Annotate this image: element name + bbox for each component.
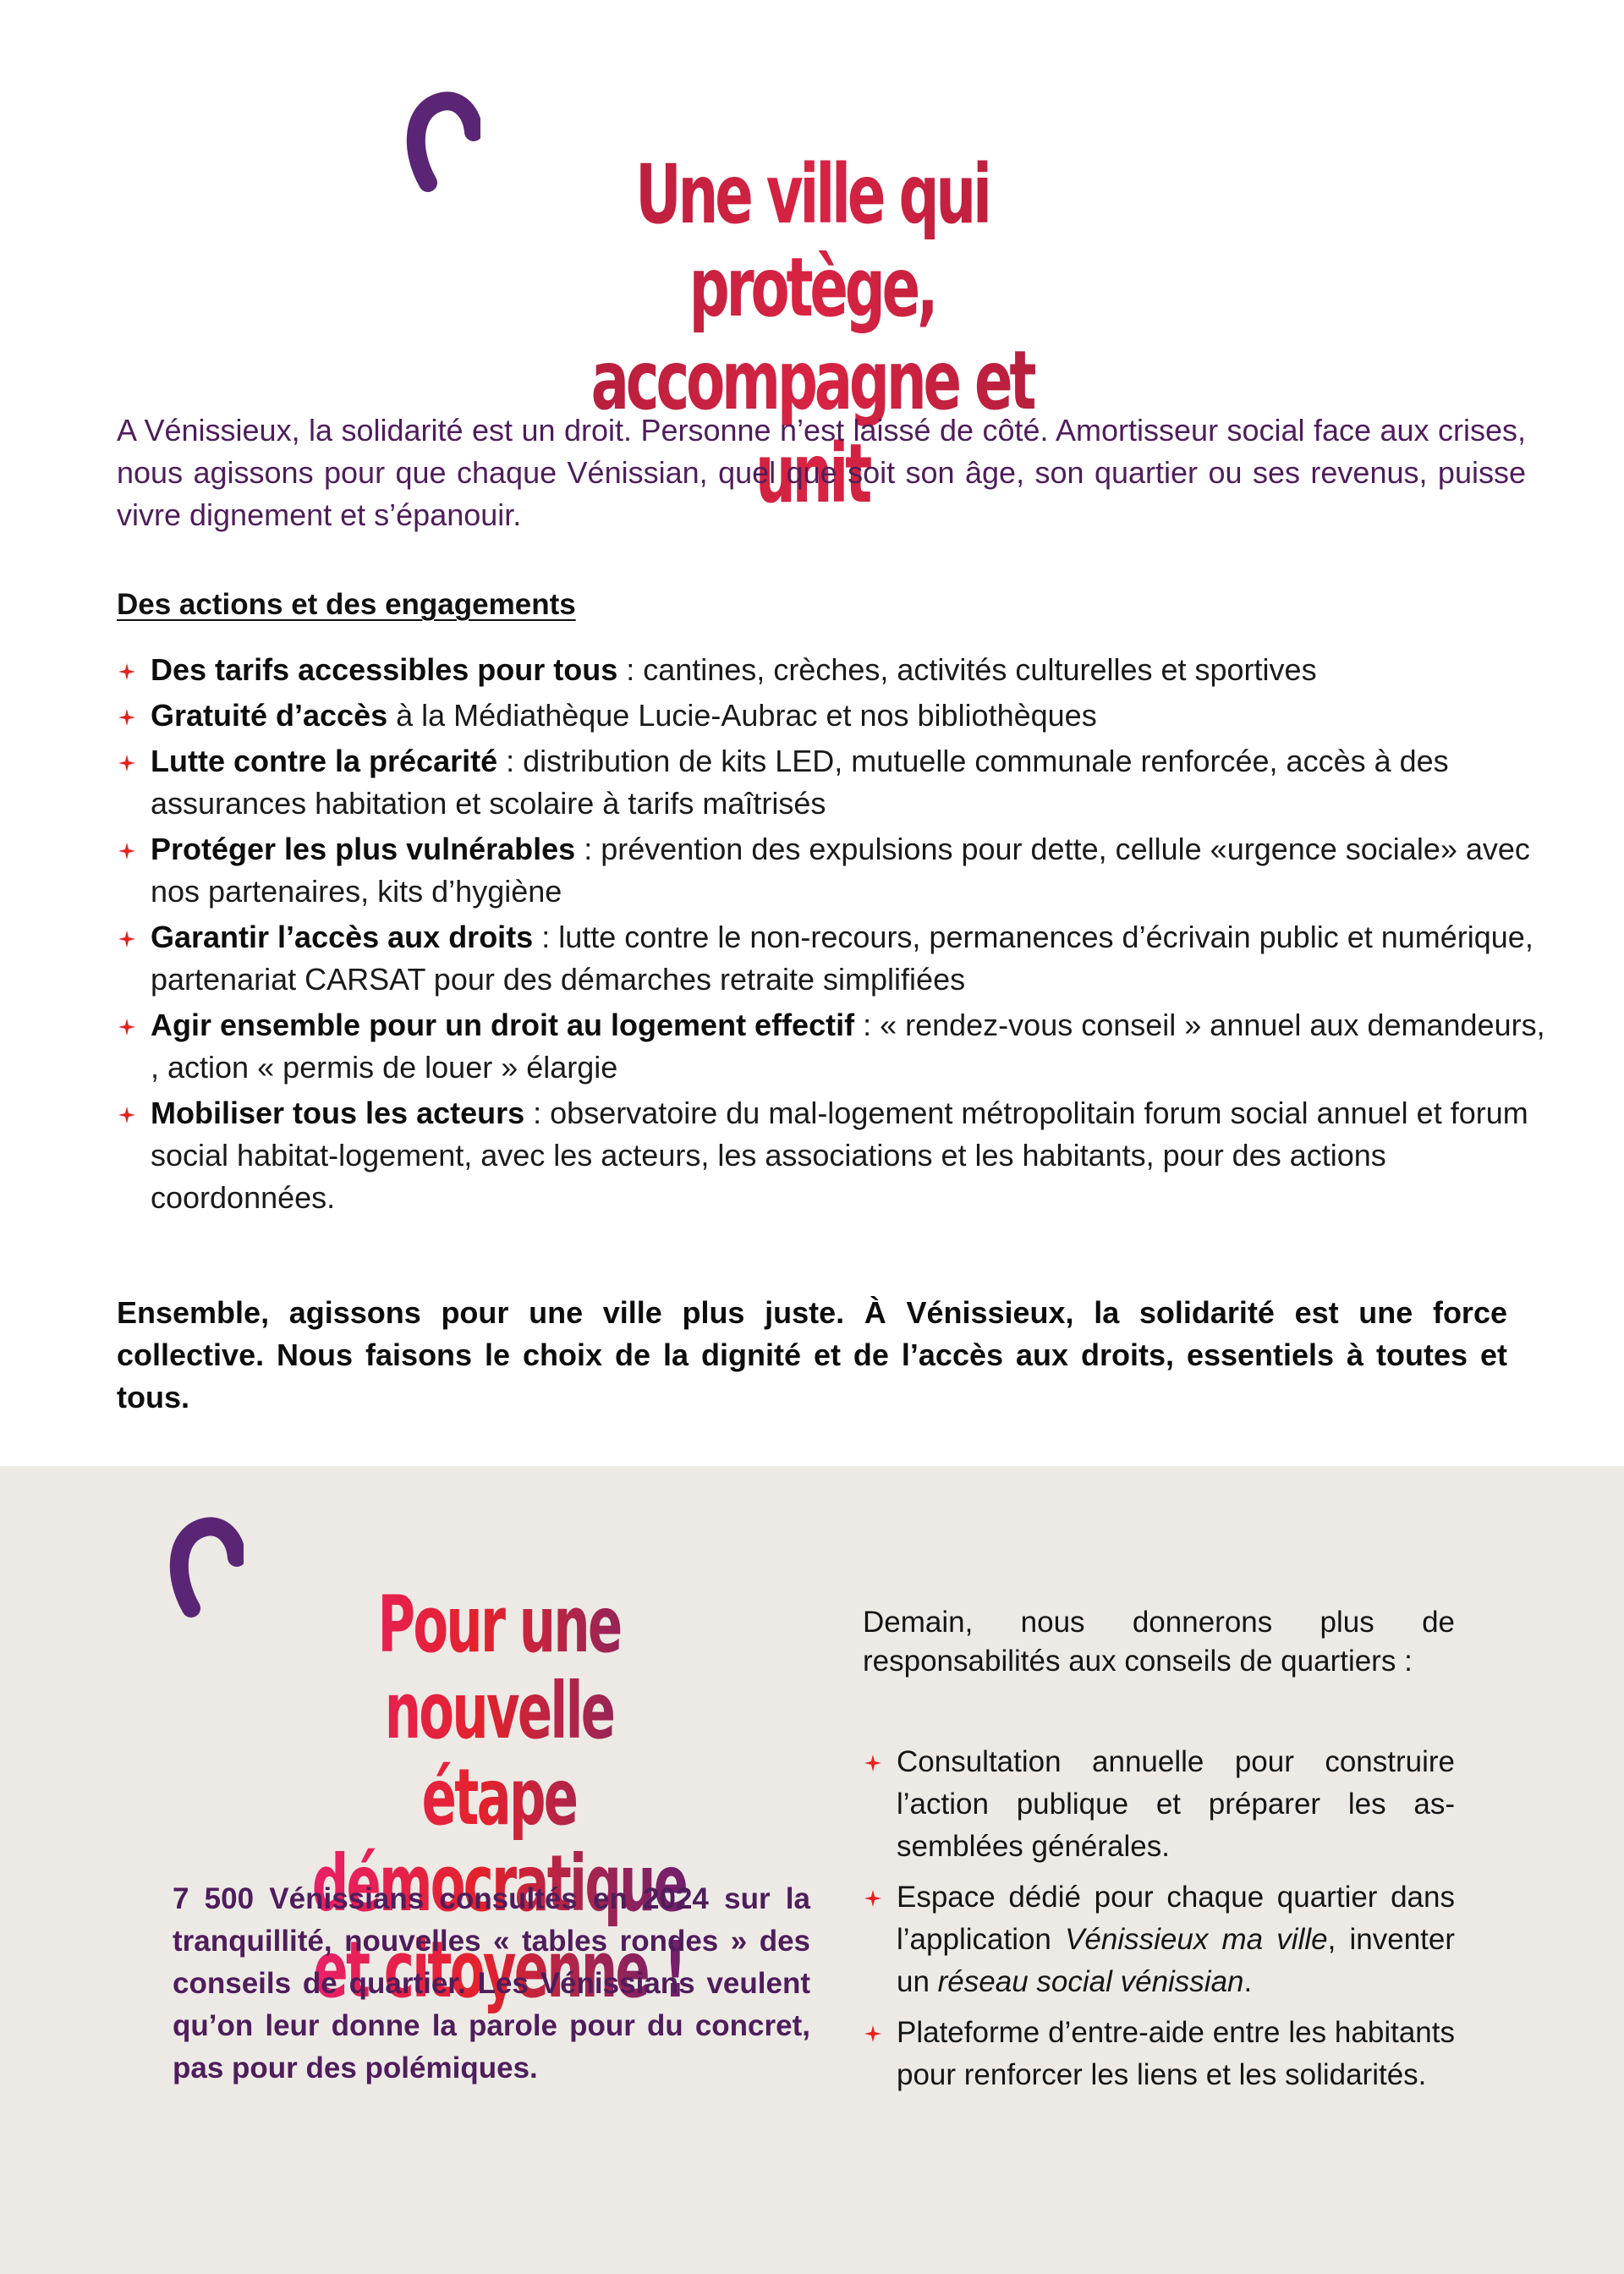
action-title: Protéger les plus vulnérables <box>151 832 576 866</box>
italic-text: réseau social vénissian <box>937 1965 1244 1998</box>
action-title: Garantir l’accès aux droits <box>151 920 534 954</box>
star-bullet-icon <box>864 1890 881 1907</box>
star-bullet-icon <box>118 1019 135 1035</box>
action-text: : observatoire du mal-logement métropolitain forum social annuel et forum social habitat-logement, avec les acteurs, les associations et les habitants, pour des actions coordonnées. <box>151 1096 1528 1215</box>
list-item <box>117 1004 1555 1089</box>
intro-paragraph: A Vénissieux, la solidarité est un droit. Personne n’est laissé de côté. Amortisseur social face aux crises, nous agissons pour que chaque Vénissian, quel que soit son âge, son quartier ou ses revenus, puisse vivre dignement et s’épanouir. <box>117 413 1526 532</box>
list-item <box>863 2012 1455 2096</box>
action-text: : distribution de kits LED, mutuelle communale renforcée, accès à des assurances habitation et scolaire à tarifs maîtrisés <box>151 744 1449 821</box>
action-title: Mobiliser tous les acteurs <box>151 1096 525 1130</box>
action-text: : prévention des expulsions pour dette, cellule «urgence sociale» avec nos partenaires, kits d’hygiène <box>151 832 1530 909</box>
list-item <box>863 1876 1455 2003</box>
closing-paragraph: Ensemble, agissons pour une ville plus juste. À Vénissieux, la solidarité est une force collective. Nous faisons le choix de la dignité et de l’accès aux droits, essentiels à toutes et tous. <box>117 1295 1507 1414</box>
action-title: Agir ensemble pour un droit au logement effectif <box>151 1008 855 1042</box>
curved-hook-icon <box>404 91 480 193</box>
action-text: : lutte contre le non-recours, permanences d’écrivain public et numérique, partenariat CARSAT pour des démarches retraite simplifiées <box>151 920 1533 997</box>
list-item <box>117 695 1555 737</box>
item-text: Espace dédié pour chaque quartier dans l’application <box>897 1881 1455 1956</box>
star-bullet-icon <box>118 709 135 726</box>
actions-list <box>117 649 1555 1222</box>
title-line: étape démocratique <box>311 1752 687 1929</box>
item-text: Plateforme d’entre-aide entre les habitants pour renforcer les liens et les solidarités. <box>897 2016 1455 2091</box>
list-item <box>117 1092 1555 1219</box>
title-line: Pour une nouvelle <box>377 1579 621 1756</box>
title-line: Une ville qui protège, <box>635 147 989 335</box>
action-title: Gratuité d’accès <box>151 698 388 733</box>
star-bullet-icon <box>118 755 135 772</box>
italic-text: Vénissieux ma ville <box>1065 1923 1328 1956</box>
demain-intro: Demain, nous donnerons plus de responsabilités aux conseils de quartiers : <box>863 1606 1455 1678</box>
list-item <box>117 828 1555 913</box>
action-text: à la Médiathèque Lucie-Aubrac et nos bibliothèques <box>387 698 1097 733</box>
list-item <box>117 740 1555 825</box>
title-line: accompagne et unit <box>590 333 1034 521</box>
item-text: , inventer un <box>897 1923 1456 1998</box>
action-text: : « rendez-vous conseil » annuel aux demandeurs, , action « permis de louer » élargie <box>151 1008 1545 1085</box>
title-line: et citoyenne ! <box>313 1925 685 2015</box>
action-title: Des tarifs accessibles pour tous <box>151 652 618 687</box>
star-bullet-icon <box>118 931 135 948</box>
consultation-stat-paragraph: 7 500 Vénissians consultés en 2024 sur la tranquillité, nouvelles « tables rondes » des conseils de quartier. Les Vénissians veulent qu’on leur donne la parole pour du concret, pas pour des polémiques. <box>173 1882 810 2084</box>
star-bullet-icon <box>864 2025 881 2042</box>
star-bullet-icon <box>118 843 135 860</box>
actions-subheading: Des actions et des engagements <box>117 588 576 621</box>
list-item <box>117 916 1555 1001</box>
demain-list <box>863 1741 1455 2105</box>
action-text: : cantines, crèches, activités culturelles et sportives <box>617 652 1317 687</box>
star-bullet-icon <box>864 1755 881 1771</box>
star-bullet-icon <box>118 1107 135 1123</box>
star-bullet-icon <box>118 663 135 680</box>
action-title: Lutte contre la précarité <box>151 744 498 778</box>
list-item <box>117 649 1555 691</box>
item-text: Consultation annuelle pour construire l’action publique et préparer les assemblées générales. <box>897 1745 1455 1863</box>
list-item <box>863 1741 1455 1868</box>
curved-hook-icon <box>167 1517 244 1618</box>
item-text: . <box>1243 1965 1253 1998</box>
